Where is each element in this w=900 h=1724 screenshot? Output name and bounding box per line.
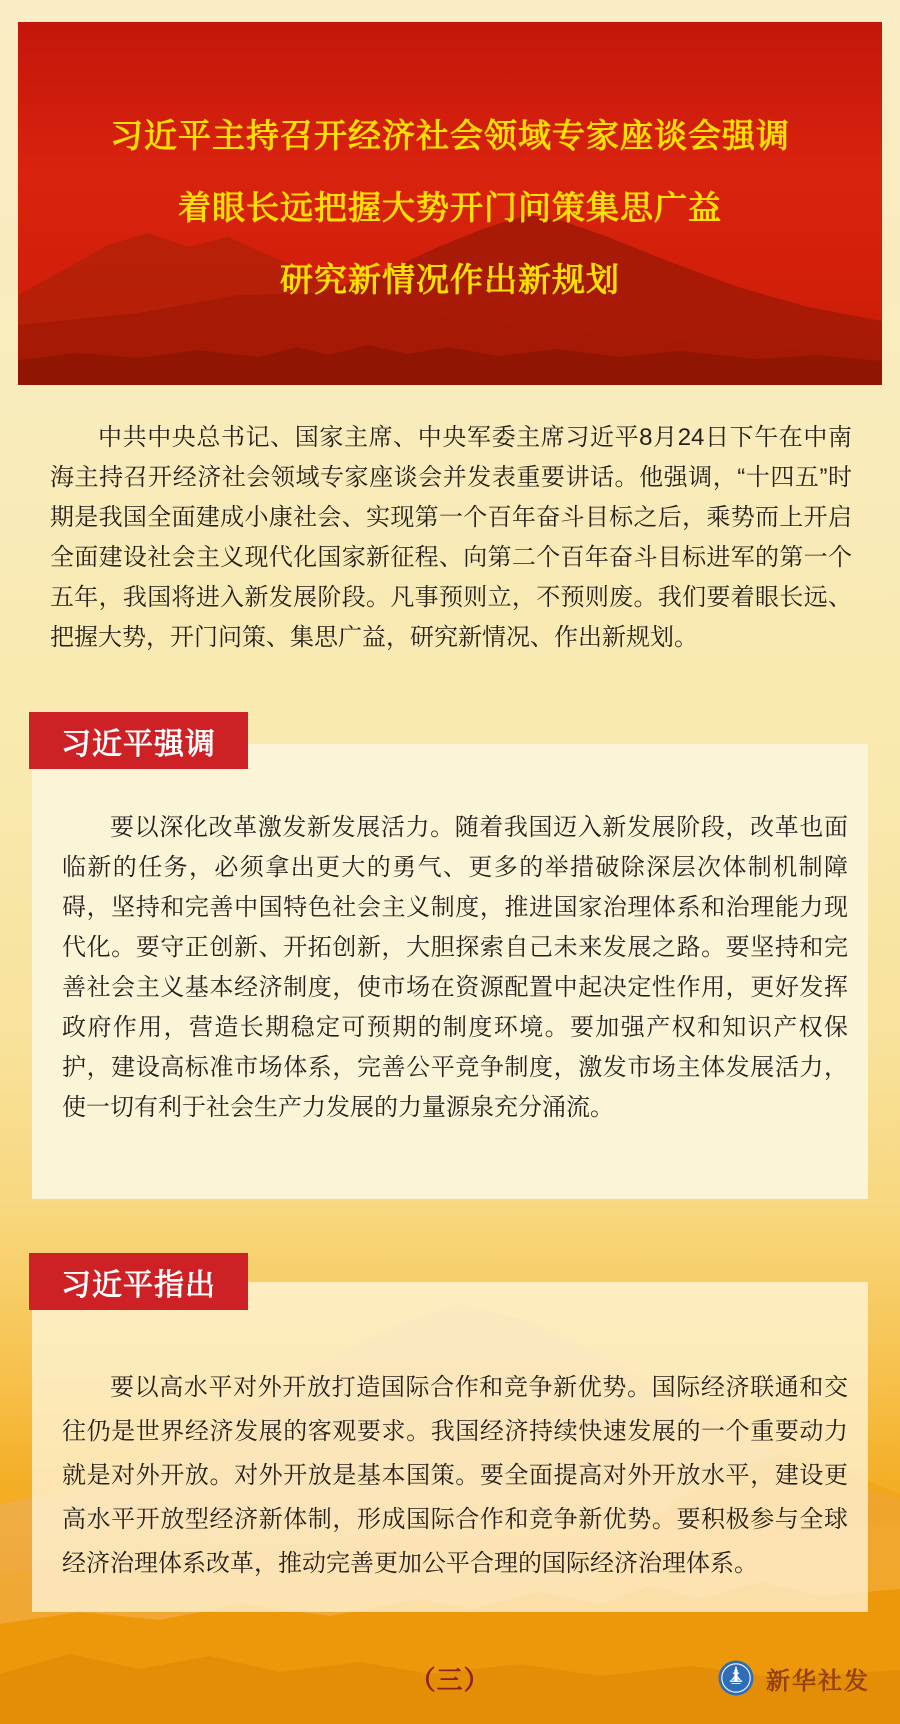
header-banner xyxy=(18,22,882,385)
intro-text: 中共中央总书记、国家主席、中央军委主席习近平8月24日下午在中南海主持召开经济社会领域专家座谈会并发表重要讲话。他强调，“十四五”时期是我国全面建成小康社会、实现第一个百年奋斗目标之后，乘势而上开启全面建设社会主义现代化国家新征程、向第二个百年奋斗目标进军的第一个五年，我国将进入新发展阶段。凡事预则立，不预则废。我们要着眼长远、把握大势，开门问策、集思广益，研究新情况、作出新规划。 xyxy=(50,424,852,651)
xinhua-agency-logo-icon xyxy=(718,1660,754,1696)
poster-title-line-2: 着眼长远把握大势开门问策集思广益 xyxy=(178,189,722,226)
intro-paragraph xyxy=(50,418,852,658)
section-body-text: 要以高水平对外开放打造国际合作和竞争新优势。国际经济联通和交往仍是世界经济发展的客观要求。我国经济持续快速发展的一个重要动力就是对外开放。对外开放是基本国策。要全面提高对外开放水平，建设更高水平开放型经济新体制，形成国际合作和竞争新优势。要积极参与全球经济治理体系改革，推动完善更加公平合理的国际经济治理体系。 xyxy=(62,1374,848,1577)
section-badge-pointed-out xyxy=(29,1253,248,1310)
poster-title xyxy=(18,100,882,316)
poster-title-line-3: 研究新情况作出新规划 xyxy=(280,261,620,298)
section-box-pointed-out xyxy=(32,1282,868,1612)
section-badge-emphasized xyxy=(29,712,248,769)
section-badge-label: 习近平指出 xyxy=(61,1268,216,1302)
poster-title-line-1: 习近平主持召开经济社会领域专家座谈会强调 xyxy=(110,117,790,154)
section-body-text: 要以深化改革激发新发展活力。随着我国迈入新发展阶段，改革也面临新的任务，必须拿出更大的勇气、更多的举措破除深层次体制机制障碍，坚持和完善中国特色社会主义制度，推进国家治理体系和治理能力现代化。要守正创新、开拓创新，大胆探索自己未来发展之路。要坚持和完善社会主义基本经济制度，使市场在资源配置中起决定性作用，更好发挥政府作用，营造长期稳定可预期的制度环境。要加强产权和知识产权保护，建设高标准市场体系，完善公平竞争制度，激发市场主体发展活力，使一切有利于社会生产力发展的力量源泉充分涌流。 xyxy=(62,814,848,1121)
section-badge-label: 习近平强调 xyxy=(61,727,216,761)
footer-credit xyxy=(718,1660,870,1696)
section-box-emphasized xyxy=(32,744,868,1199)
credit-text: 新华社发 xyxy=(766,1667,870,1695)
page-number: （三） xyxy=(409,1665,491,1695)
